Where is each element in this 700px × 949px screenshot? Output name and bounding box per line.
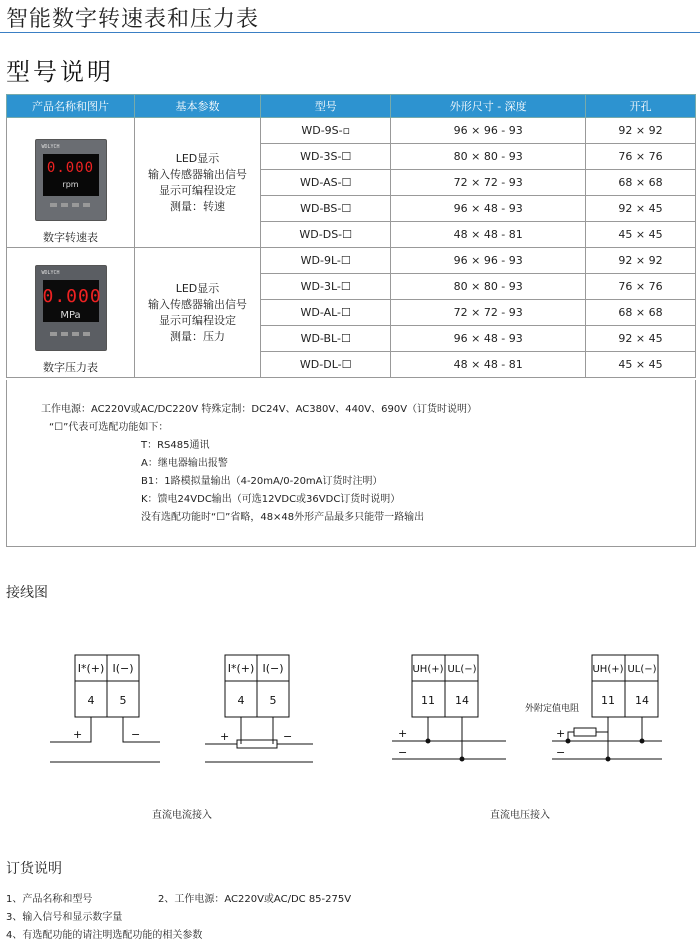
tachometer-image (35, 139, 107, 221)
cutout-cell: 92 × 92 (585, 248, 695, 274)
dims-cell: 96 × 96 - 93 (391, 118, 586, 144)
param-line: 显示可编程设定 (159, 313, 236, 327)
plus-sign: + (220, 730, 230, 743)
model-cell: WD-DL-☐ (261, 352, 391, 378)
param-line: LED显示 (175, 281, 220, 295)
voltage-wiring-resistor (525, 655, 662, 761)
dims-cell: 48 × 48 - 81 (391, 222, 586, 248)
dims-cell: 80 × 80 - 93 (391, 144, 586, 170)
terminal-label: UL(−) (627, 664, 657, 675)
dims-cell: 72 × 72 - 93 (391, 300, 586, 326)
meter-buttons (50, 203, 90, 207)
wiring-diagram (0, 640, 700, 775)
caption-voltage: 直流电压接入 (490, 810, 550, 821)
plus-sign: + (398, 727, 408, 740)
minus-sign: − (398, 746, 408, 759)
header-model: 型号 (261, 95, 391, 118)
order-title: 订货说明 (6, 861, 62, 877)
option-k: K：馈电24VDC输出（可选12VDC或36VDC订货时说明） (141, 494, 401, 505)
dims-cell: 48 × 48 - 81 (391, 352, 586, 378)
option-a: A：继电器输出报警 (141, 458, 228, 469)
notes-box (6, 380, 696, 547)
meter-digits: 0.000 (42, 286, 102, 307)
params-cell (135, 248, 261, 378)
terminal-label: UH(+) (592, 664, 624, 675)
header-product: 产品名称和图片 (7, 95, 135, 118)
table-row (7, 118, 696, 144)
meter-digits: 0.000 (46, 160, 95, 176)
model-cell: WD-9S-▫ (261, 118, 391, 144)
product-name: 数字转速表 (43, 231, 98, 244)
cutout-cell: 76 × 76 (585, 274, 695, 300)
param-line: 测量：转速 (170, 199, 225, 213)
param-line: 显示可编程设定 (159, 183, 236, 197)
param-line: LED显示 (175, 151, 220, 165)
cutout-cell: 92 × 45 (585, 326, 695, 352)
model-cell: WD-3L-☐ (261, 274, 391, 300)
model-cell: WD-9L-☐ (261, 248, 391, 274)
current-wiring-resistor (205, 655, 313, 762)
terminal-number: 14 (635, 694, 649, 707)
dims-cell: 96 × 48 - 93 (391, 326, 586, 352)
dims-cell: 72 × 72 - 93 (391, 170, 586, 196)
header-cutout: 开孔 (585, 95, 695, 118)
terminal-number: 14 (455, 694, 469, 707)
terminal-label: I*(+) (77, 662, 105, 675)
wiring-title: 接线图 (6, 585, 48, 601)
header-params: 基本参数 (135, 95, 261, 118)
plus-sign: + (556, 727, 566, 740)
product-cell-tachometer (7, 118, 135, 248)
plus-sign: + (73, 728, 83, 741)
order-item-2: 2、工作电源：AC220V或AC/DC 85-275V (158, 894, 352, 905)
meter-unit: rpm (62, 180, 79, 189)
terminal-number: 5 (119, 694, 127, 707)
cutout-cell: 68 × 68 (585, 300, 695, 326)
minus-sign: − (131, 728, 141, 741)
power-note: 工作电源：AC220V或AC/DC220V 特殊定制：DC24V、AC380V、440V、690V（订货时说明） (41, 404, 478, 415)
terminal-label: I(−) (262, 662, 284, 675)
terminal-label: I*(+) (227, 662, 255, 675)
terminal-number: 4 (237, 694, 245, 707)
product-cell-pressure-gauge (7, 248, 135, 378)
terminal-label: UL(−) (447, 664, 477, 675)
header-dimensions: 外形尺寸 - 深度 (391, 95, 586, 118)
voltage-wiring-direct (392, 655, 506, 761)
dims-cell: 96 × 96 - 93 (391, 248, 586, 274)
table-row (7, 248, 696, 274)
cutout-cell: 45 × 45 (585, 352, 695, 378)
model-cell: WD-DS-☐ (261, 222, 391, 248)
param-line: 输入传感器输出信号 (148, 297, 247, 311)
minus-sign: − (283, 730, 293, 743)
meter-screen (42, 280, 102, 322)
order-item-1: 1、产品名称和型号 (6, 894, 93, 905)
page-title: 智能数字转速表和压力表 (6, 7, 260, 32)
options-intro: “☐”代表可选配功能如下： (49, 422, 169, 433)
terminal-label: UH(+) (412, 664, 444, 675)
resistor-label: 外附定值电阻 (525, 704, 580, 714)
terminal-number: 11 (601, 694, 615, 707)
cutout-cell: 76 × 76 (585, 144, 695, 170)
minus-sign: − (556, 746, 566, 759)
current-wiring-direct (50, 655, 160, 762)
title-divider (0, 32, 700, 33)
terminal-number: 5 (269, 694, 277, 707)
meter-screen (43, 154, 99, 196)
param-line: 输入传感器输出信号 (148, 167, 247, 181)
model-table (6, 94, 696, 378)
model-cell: WD-AL-☐ (261, 300, 391, 326)
terminal-number: 11 (421, 694, 435, 707)
order-item-4: 4、有选配功能的请注明选配功能的相关参数 (6, 930, 203, 941)
cutout-cell: 68 × 68 (585, 170, 695, 196)
terminal-number: 4 (87, 694, 95, 707)
model-cell: WD-BL-☐ (261, 326, 391, 352)
model-cell: WD-AS-☐ (261, 170, 391, 196)
option-none-note: 没有选配功能时“☐”省略，48×48外形产品最多只能带一路输出 (141, 512, 425, 523)
product-name: 数字压力表 (43, 361, 98, 374)
meter-buttons (50, 332, 90, 336)
section-title: 型号说明 (6, 58, 114, 86)
model-cell: WD-BS-☐ (261, 196, 391, 222)
cutout-cell: 92 × 92 (585, 118, 695, 144)
dims-cell: 96 × 48 - 93 (391, 196, 586, 222)
meter-brand: WDLYCH (41, 270, 60, 276)
cutout-cell: 45 × 45 (585, 222, 695, 248)
caption-current: 直流电流接入 (152, 810, 212, 821)
model-cell: WD-3S-☐ (261, 144, 391, 170)
dims-cell: 80 × 80 - 93 (391, 274, 586, 300)
cutout-cell: 92 × 45 (585, 196, 695, 222)
option-t: T：RS485通讯 (141, 440, 210, 451)
params-cell (135, 118, 261, 248)
option-b1: B1：1路模拟量输出（4-20mA/0-20mA订货时注明） (141, 476, 383, 487)
order-item-3: 3、输入信号和显示数字量 (6, 912, 123, 923)
terminal-label: I(−) (112, 662, 134, 675)
meter-unit: MPa (60, 310, 81, 321)
param-line: 测量：压力 (170, 329, 225, 343)
pressure-gauge-image (35, 265, 107, 351)
table-header-row (7, 95, 696, 118)
meter-brand: WDLYCH (41, 144, 60, 150)
